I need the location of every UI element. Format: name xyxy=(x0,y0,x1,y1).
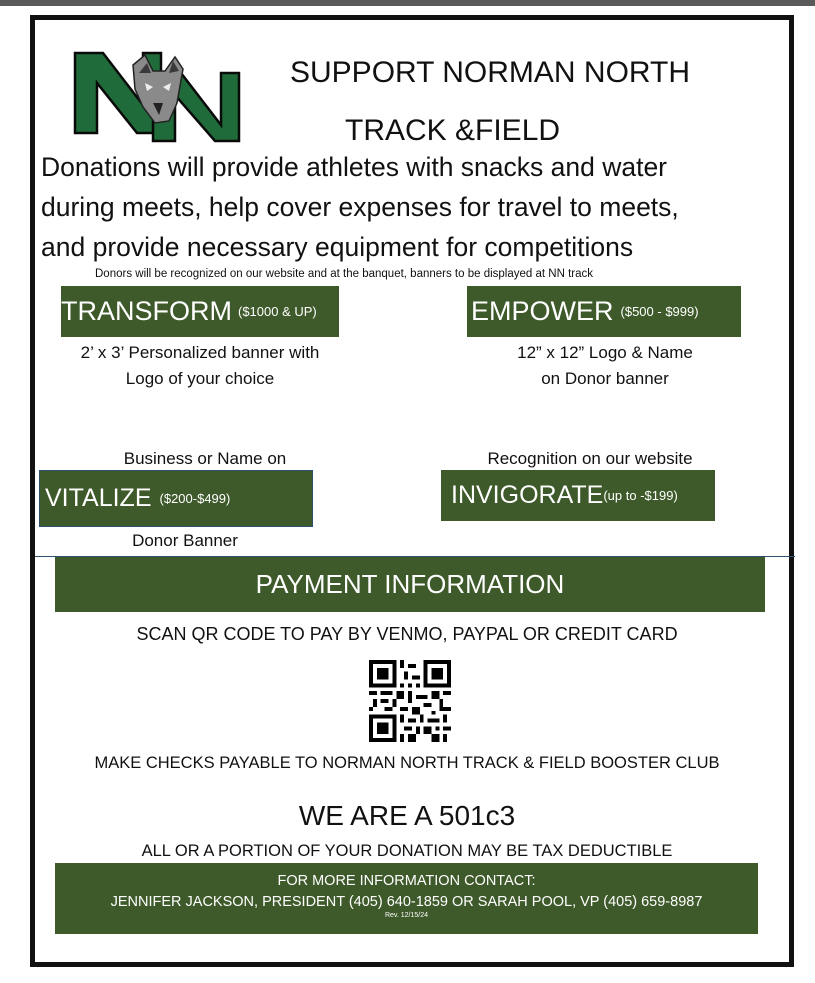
tier-invigorate-desc: Recognition on our website xyxy=(487,449,693,468)
tier-invigorate-range: (up to -$199) xyxy=(603,488,678,503)
intro-line: Donations will provide athletes with snacks and water xyxy=(41,152,668,182)
contact-names-phones: JENNIFER JACKSON, PRESIDENT (405) 640-1859 OR SARAH POOL, VP (405) 659-8987 xyxy=(110,894,703,910)
tier-vitalize-desc-below: Donor Banner xyxy=(132,531,238,550)
title-line-1: SUPPORT NORMAN NORTH xyxy=(290,56,691,89)
tier-empower-box xyxy=(467,286,741,337)
viewer-top-bar xyxy=(0,0,815,6)
tax-deductible-note: ALL OR A PORTION OF YOUR DONATION MAY BE TAX DEDUCTIBLE xyxy=(141,842,673,860)
contact-info-box xyxy=(55,863,758,934)
desc-line: Logo of your choice xyxy=(125,369,275,388)
desc-line: 2’ x 3’ Personalized banner with xyxy=(80,343,320,362)
revision-date: Rev. 12/15/24 xyxy=(384,912,429,919)
flyer-page xyxy=(30,15,794,967)
scan-instructions: SCAN QR CODE TO PAY BY VENMO, PAYPAL OR CREDIT CARD xyxy=(136,624,678,644)
tier-empower-range: ($500 - $999) xyxy=(620,304,699,319)
intro-line: and provide necessary equipment for competitions xyxy=(41,232,634,262)
tier-vitalize-range: ($200-$499) xyxy=(159,491,231,506)
tier-transform-desc xyxy=(50,340,350,392)
tier-vitalize-box xyxy=(39,470,313,527)
tier-empower-name: EMPOWER xyxy=(471,296,614,326)
tier-transform-name: TRANSFORM xyxy=(61,296,232,326)
tier-invigorate-box xyxy=(441,470,715,521)
desc-line: on Donor banner xyxy=(541,369,669,388)
tier-transform-range: ($1000 & UP) xyxy=(238,304,317,319)
title-line-2: TRACK &FIELD xyxy=(345,114,561,147)
tier-empower-desc xyxy=(455,340,755,392)
tier-vitalize-name: VITALIZE xyxy=(45,484,152,512)
donors-note: Donors will be recognized on our website and at the banquet, banners to be displayed at NN track xyxy=(95,268,593,280)
tier-invigorate-name: INVIGORATE xyxy=(451,481,604,509)
desc-line: 12” x 12” Logo & Name xyxy=(517,343,693,362)
payment-qr-code[interactable] xyxy=(369,660,451,742)
nn-wolf-logo xyxy=(73,43,243,143)
intro-paragraph xyxy=(41,147,781,267)
checks-payable-note: MAKE CHECKS PAYABLE TO NORMAN NORTH TRACK & FIELD BOOSTER CLUB xyxy=(94,754,720,772)
intro-line: during meets, help cover expenses for travel to meets, xyxy=(41,192,679,222)
tier-transform-box xyxy=(61,286,339,337)
tier-vitalize-desc-above: Business or Name on xyxy=(123,449,287,468)
nonprofit-status: WE ARE A 501c3 xyxy=(298,800,516,831)
contact-heading: FOR MORE INFORMATION CONTACT: xyxy=(277,873,536,889)
payment-heading: PAYMENT INFORMATION xyxy=(55,557,765,612)
